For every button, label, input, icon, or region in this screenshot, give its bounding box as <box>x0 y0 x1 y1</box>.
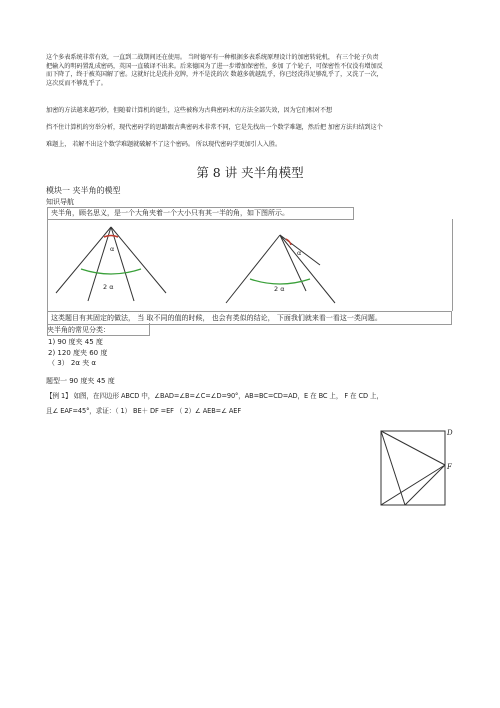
half-angle-figure <box>48 219 452 311</box>
classification-item: （ 3） 2α 夹 α <box>48 359 97 367</box>
intro-line: 这次反而不够乱乎了。 <box>46 79 107 87</box>
knowledge-nav: 知识导航 <box>46 198 74 206</box>
left-angle-figure <box>56 227 166 301</box>
right-2alpha-label: 2 α <box>274 285 285 293</box>
left-large-arc <box>81 269 141 274</box>
intro-line: 而下降了，终于被英国解了密。这就好比是洗扑克牌，并不是洗的次 数越多就越乱乎，你已经洗得足够乱乎了，又洗了一次， <box>46 71 383 79</box>
classification-list <box>48 337 107 369</box>
left-small-arc <box>104 236 118 238</box>
intro-line: 这个多表系统非常有效，一直到二战期间还在使用。 当时德军有一种根据多表系统原理设计的加密转轮机， 有三个轮子负责 <box>46 54 379 61</box>
classification-item: 1) 90 度夹 45 度 <box>48 338 103 346</box>
left-2alpha-label: 2 α <box>103 283 114 291</box>
example-line: 【例 1】 如图，在四边形 ABCD 中，∠BAD=∠B=∠C=∠D=90°，AB=BC=CD=AD，E 在 BC 上， F 在 CD 上， <box>46 392 384 400</box>
square-figure <box>375 425 460 510</box>
example-1 <box>46 392 466 415</box>
segment-EF <box>405 465 445 505</box>
intro-paragraph <box>46 54 456 88</box>
left-outer-ray-2 <box>111 227 166 293</box>
question-type: 题型一 90 度夹 45 度 <box>46 377 115 385</box>
right-angle-figure <box>226 235 335 303</box>
segment-AF <box>381 465 445 505</box>
right-outer-ray-1 <box>226 235 280 303</box>
intro-line: 把输入的明码置乱成密码，英国一直破译不出来。后来德国为了进一步增加保密性，多加 了个轮子，可保密性不仅没有增加反 <box>46 62 383 70</box>
definition-box: 夹半角，顾名思义，是一个大角夹着一个大小只有其一半的角，如下图所示。 <box>47 207 354 220</box>
left-inner-ray-2 <box>111 227 134 301</box>
label-D: D <box>447 429 453 437</box>
right-outer-ray-2 <box>280 235 335 303</box>
note-box: 这类题目有其固定的做法， 当 取不同的值的时候， 也会有类似的结论， 下面我们就来看一看这一类问题。 <box>47 311 452 325</box>
paragraph-2: 加密的方法越来越巧妙，但随着计算机的诞生，这些被称为古典密码术的方法全部失效，因为它们相对不想 <box>46 107 333 114</box>
module-title: 模块一 夹半角的模型 <box>46 186 121 195</box>
lecture-title: 第 8 讲 夹半角模型 <box>196 165 304 180</box>
square-outline <box>381 431 445 505</box>
example-line: 且∠ EAF=45°，求证：（ 1） BE＋ DF =EF （ 2）∠ AEB=∠ AEF <box>46 406 242 415</box>
classification-frame <box>47 323 150 336</box>
classification-title: 夹半角的常见分类： <box>47 326 110 334</box>
figure-panel <box>47 219 453 311</box>
label-F: F <box>447 463 452 471</box>
paragraph-3a: 挡不住计算机的穷举分析，现代密码学的思路跟古典密码术非常不同，它是先找出一个数学难题，然后把 加密方法归结到这个 <box>46 124 383 131</box>
paragraph-3b: 难题上， 若解不出这个数学难题就破解不了这个密码。 所以现代密码学更加引人入胜。 <box>46 141 282 148</box>
right-alpha-label: α <box>297 249 302 257</box>
left-alpha-label: α <box>110 245 115 253</box>
classification-item: 2) 120 度夹 60 度 <box>48 348 108 357</box>
